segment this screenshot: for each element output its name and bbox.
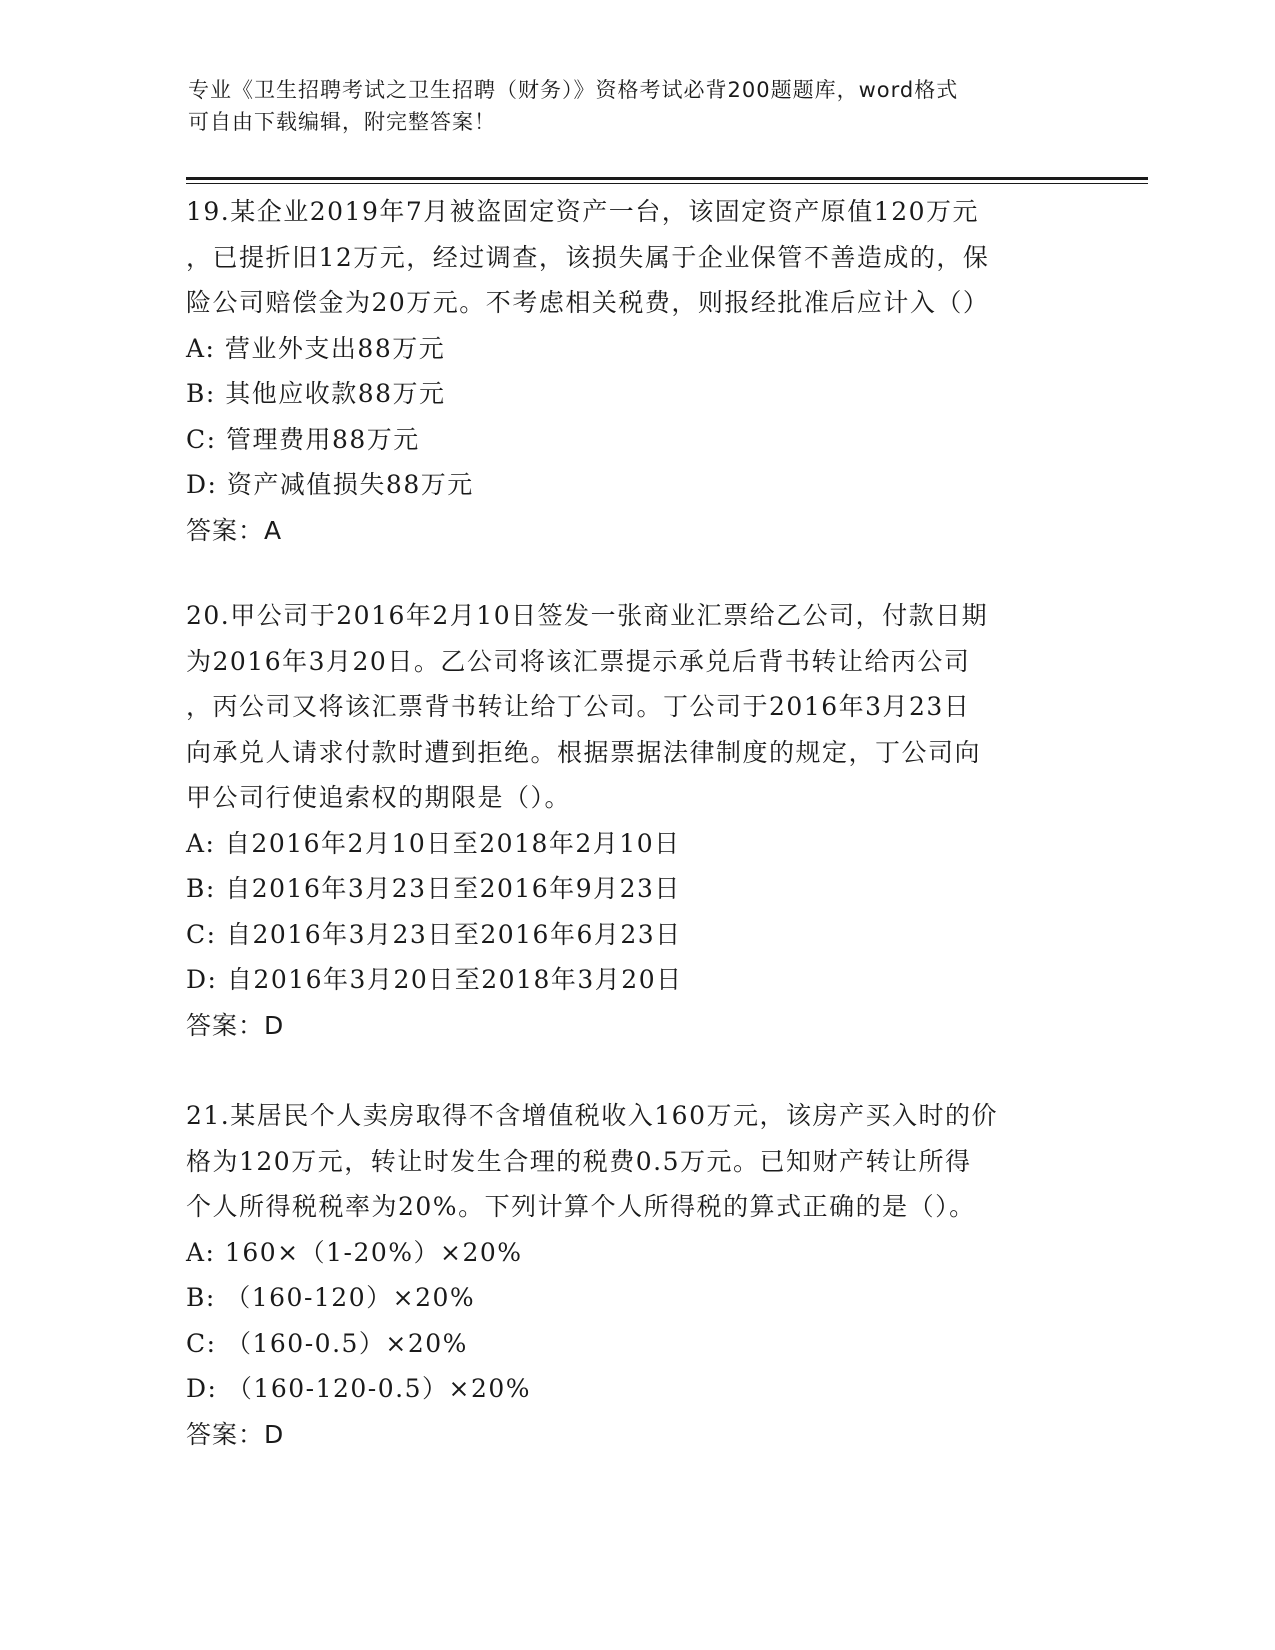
question-stem-line: 20.甲公司于2016年2月10日签发一张商业汇票给乙公司，付款日期 (186, 601, 989, 630)
option-d: D: （160-120-0.5）×20% (186, 1374, 532, 1403)
option-c: C: 管理费用88万元 (186, 424, 420, 454)
answer-line: 答案：D (186, 1419, 285, 1449)
option-b: B: 其他应收款88万元 (186, 379, 446, 408)
option-d: D: 自2016年3月20日至2018年3月20日 (186, 965, 683, 994)
option-b: B: 自2016年3月23日至2016年9月23日 (186, 874, 681, 903)
question-stem-line: 格为120万元，转让时发生合理的税费0.5万元。已知财产转让所得 (186, 1146, 972, 1176)
question-20 (186, 593, 1086, 1048)
option-c: C: 自2016年3月23日至2016年6月23日 (186, 919, 682, 949)
option-c: C: （160-0.5）×20% (186, 1328, 468, 1358)
answer-line: 答案：A (186, 515, 283, 545)
question-stem-line: 向承兑人请求付款时遭到拒绝。根据票据法律制度的规定，丁公司向 (186, 737, 982, 767)
header-divider-thin (186, 183, 1148, 184)
option-d: D: 资产减值损失88万元 (186, 470, 474, 499)
option-b: B: （160-120）×20% (186, 1283, 476, 1312)
option-a: A: 自2016年2月10日至2018年2月10日 (186, 828, 681, 858)
document-header (188, 74, 1068, 138)
header-line-1: 专业《卫生招聘考试之卫生招聘（财务）》资格考试必背200题题库，word格式 (188, 78, 959, 102)
question-21 (186, 1093, 1086, 1457)
question-stem-line: 为2016年3月20日。乙公司将该汇票提示承兑后背书转让给丙公司 (186, 646, 971, 676)
question-stem-line: ，丙公司又将该汇票背书转让给丁公司。丁公司于2016年3月23日 (186, 692, 971, 721)
option-a: A: 160×（1-20%）×20% (186, 1237, 523, 1267)
answer-line: 答案：D (186, 1010, 285, 1040)
header-line-2: 可自由下载编辑，附完整答案！ (188, 110, 496, 134)
option-a: A: 营业外支出88万元 (186, 333, 446, 363)
header-divider-thick (186, 177, 1148, 180)
question-stem-line: 甲公司行使追索权的期限是（）。 (186, 783, 572, 812)
question-stem-line: 19.某企业2019年7月被盗固定资产一台，该固定资产原值120万元 (186, 197, 980, 226)
question-stem-line: 险公司赔偿金为20万元。不考虑相关税费，则报经批准后应计入（） (186, 288, 990, 317)
question-stem-line: 21.某居民个人卖房取得不含增值税收入160万元，该房产买入时的价 (186, 1101, 998, 1130)
question-19 (186, 189, 1086, 553)
question-stem-line: ，已提折旧12万元，经过调查，该损失属于企业保管不善造成的，保 (186, 242, 990, 272)
question-stem-line: 个人所得税税率为20%。下列计算个人所得税的算式正确的是（）。 (186, 1192, 976, 1221)
